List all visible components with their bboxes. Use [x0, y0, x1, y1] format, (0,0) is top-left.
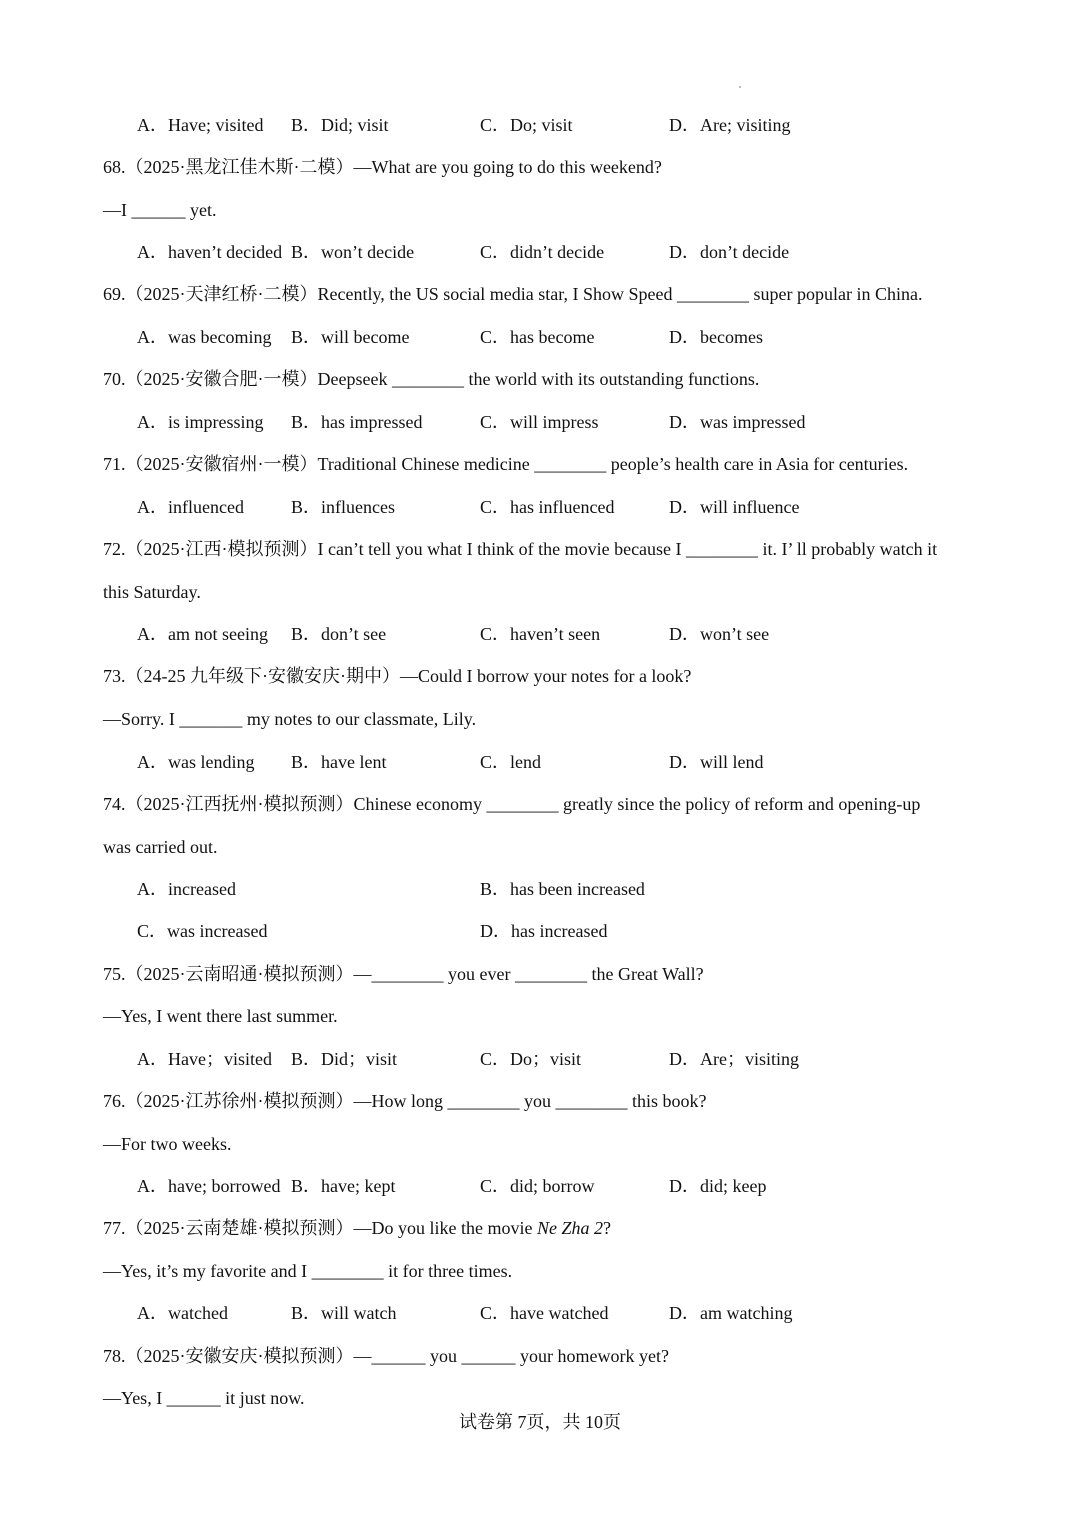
- scan-speck: [739, 86, 741, 88]
- q71-option-a: A．influenced: [137, 497, 244, 517]
- q73-option-c: C．lend: [480, 752, 541, 772]
- q76-option-b: B．have; kept: [291, 1176, 396, 1196]
- q70-option-c: C．will impress: [480, 412, 599, 432]
- q69-stem: 69.（2025·天津红桥·二模）Recently, the US social media star, I Show Speed ________ super popular in China.: [103, 284, 923, 304]
- q77-stem-end: ?: [602, 1218, 611, 1238]
- q74-option-b: B．has been increased: [480, 879, 645, 899]
- q71-option-c: C．has influenced: [480, 497, 615, 517]
- q73-option-a: A．was lending: [137, 752, 255, 772]
- q70-stem: 70.（2025·安徽合肥·一模）Deepseek ________ the world with its outstanding functions.: [103, 369, 760, 389]
- q73-answer-line: —Sorry. I _______ my notes to our classmate, Lily.: [103, 709, 477, 729]
- q68-option-b: B．won’t decide: [291, 242, 415, 262]
- q72-option-b: B．don’t see: [291, 624, 387, 644]
- q75-answer-line: —Yes, I went there last summer.: [103, 1006, 338, 1026]
- q68-option-a: A．haven’t decided: [137, 242, 283, 262]
- q77-options: [137, 1301, 997, 1325]
- q77-option-b: B．will watch: [291, 1303, 397, 1323]
- q78-stem: 78.（2025·安徽安庆·模拟预测）—______ you ______ your homework yet?: [103, 1346, 669, 1366]
- q69-options: [137, 325, 997, 349]
- q74-options-row2: [137, 919, 997, 943]
- q77-option-c: C．have watched: [480, 1303, 609, 1323]
- q75-option-d: D．Are；visiting: [669, 1049, 799, 1069]
- q74-stem: 74.（2025·江西抚州·模拟预测）Chinese economy ________ greatly since the policy of reform and opening-up: [103, 794, 921, 814]
- q77-stem-text: 77.（2025·云南楚雄·模拟预测）—Do you like the movie: [103, 1218, 537, 1238]
- q70-options: [137, 410, 997, 434]
- q77-stem: [103, 1216, 611, 1240]
- q78-answer-line: —Yes, I ______ it just now.: [103, 1388, 305, 1408]
- q67-option-b: B．Did; visit: [291, 115, 389, 135]
- q73-stem: 73.（24-25 九年级下·安徽安庆·期中）—Could I borrow your notes for a look?: [103, 666, 692, 686]
- q71-option-d: D．will influence: [669, 497, 800, 517]
- q69-option-b: B．will become: [291, 327, 410, 347]
- q72-option-d: D．won’t see: [669, 624, 770, 644]
- q76-option-c: C．did; borrow: [480, 1176, 595, 1196]
- q72-option-a: A．am not seeing: [137, 624, 268, 644]
- q73-options: [137, 750, 997, 774]
- q70-option-a: A．is impressing: [137, 412, 264, 432]
- q72-options: [137, 622, 997, 646]
- q77-option-a: A．watched: [137, 1303, 228, 1323]
- q69-option-c: C．has become: [480, 327, 595, 347]
- q75-option-b: B．Did；visit: [291, 1049, 398, 1069]
- q71-stem: 71.（2025·安徽宿州·一模）Traditional Chinese medicine ________ people’s health care in Asia for centuries.: [103, 454, 909, 474]
- q71-options: [137, 495, 997, 519]
- q76-option-a: A．have; borrowed: [137, 1176, 281, 1196]
- q67-option-d: D．Are; visiting: [669, 115, 791, 135]
- page-footer: 试卷第 7页，共 10页: [459, 1412, 621, 1432]
- q68-stem: 68.（2025·黑龙江佳木斯·二模）—What are you going to do this weekend?: [103, 157, 662, 177]
- q73-option-d: D．will lend: [669, 752, 764, 772]
- q75-option-a: A．Have；visited: [137, 1049, 272, 1069]
- q76-answer-line: —For two weeks.: [103, 1134, 232, 1154]
- q72-option-c: C．haven’t seen: [480, 624, 601, 644]
- q69-option-d: D．becomes: [669, 327, 763, 347]
- q74-option-c: C．was increased: [137, 921, 268, 941]
- q77-answer-line: —Yes, it’s my favorite and I ________ it for three times.: [103, 1261, 513, 1281]
- q76-option-d: D．did; keep: [669, 1176, 767, 1196]
- q75-options: [137, 1047, 997, 1071]
- q77-option-d: D．am watching: [669, 1303, 793, 1323]
- q67-option-c: C．Do; visit: [480, 115, 573, 135]
- q68-answer-line: —I ______ yet.: [103, 200, 217, 220]
- q72-stem: 72.（2025·江西·模拟预测）I can’t tell you what I think of the movie because I ________ it. I’ ll probably watch it: [103, 539, 938, 559]
- q72-stem-continued: this Saturday.: [103, 582, 201, 602]
- q68-options: [137, 240, 997, 264]
- q76-stem: 76.（2025·江苏徐州·模拟预测）—How long ________ you ________ this book?: [103, 1091, 707, 1111]
- q76-options: [137, 1174, 997, 1198]
- q70-option-d: D．was impressed: [669, 412, 806, 432]
- q75-option-c: C．Do；visit: [480, 1049, 582, 1069]
- q68-option-c: C．didn’t decide: [480, 242, 605, 262]
- q75-stem: 75.（2025·云南昭通·模拟预测）—________ you ever ________ the Great Wall?: [103, 964, 704, 984]
- q73-option-b: B．have lent: [291, 752, 387, 772]
- q71-option-b: B．influences: [291, 497, 395, 517]
- q74-stem-continued: was carried out.: [103, 837, 218, 857]
- q74-options-row1: [137, 877, 997, 901]
- q69-option-a: A．was becoming: [137, 327, 272, 347]
- q70-option-b: B．has impressed: [291, 412, 423, 432]
- q77-movie-title: Ne Zha 2: [536, 1218, 603, 1238]
- q67-options: [137, 113, 997, 137]
- q67-option-a: A．Have; visited: [137, 115, 264, 135]
- q74-option-d: D．has increased: [480, 921, 608, 941]
- q74-option-a: A．increased: [137, 879, 236, 899]
- q68-option-d: D．don’t decide: [669, 242, 790, 262]
